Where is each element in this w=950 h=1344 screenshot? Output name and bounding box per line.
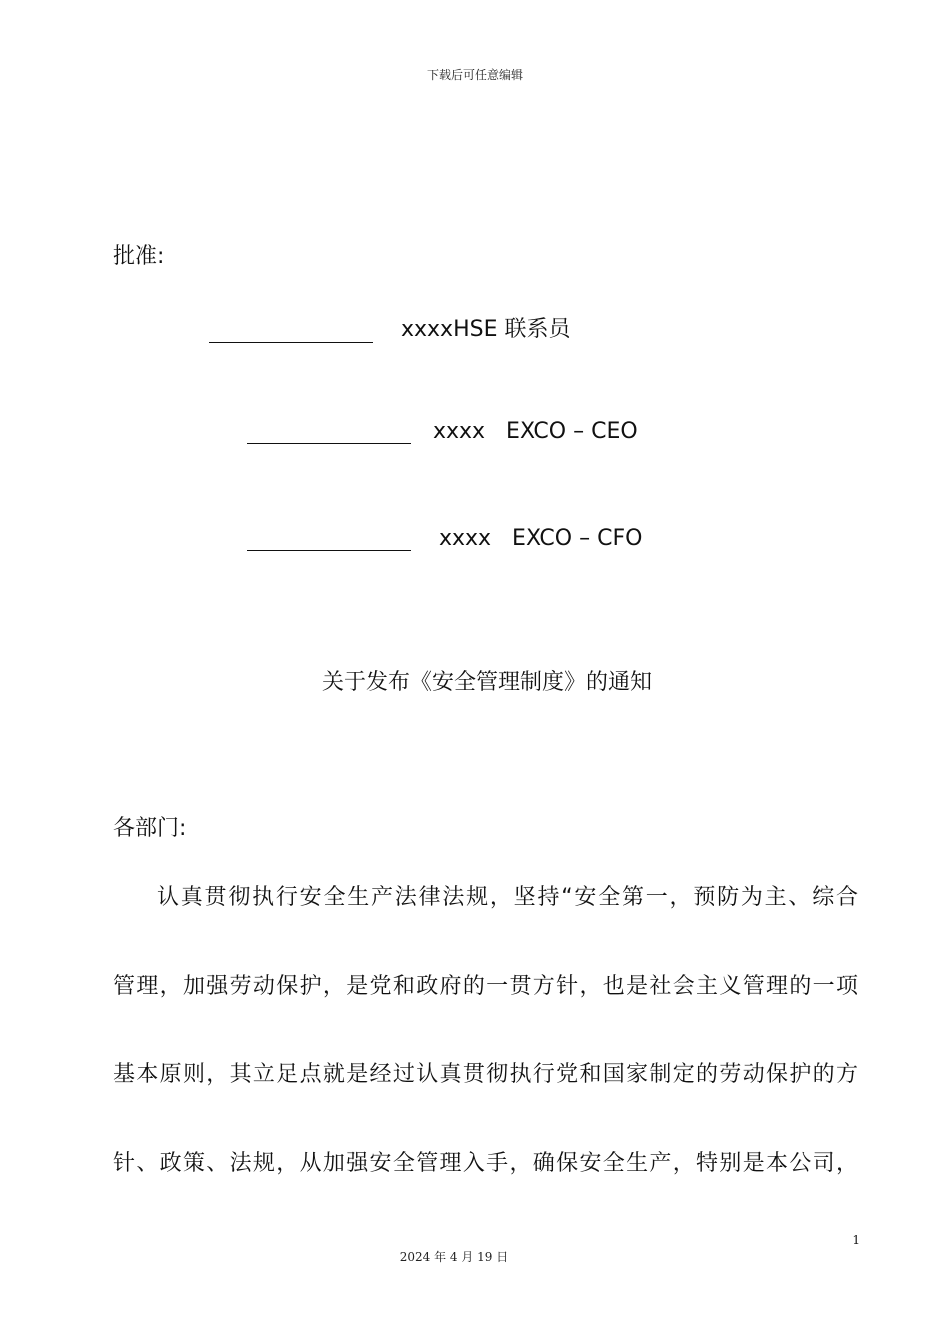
signature-line-ceo bbox=[247, 419, 638, 444]
signatory-role: xxxx EXCO – CFO bbox=[439, 526, 643, 551]
body-line: 针、政策、法规，从加强安全管理入手，确保安全生产，特别是本公司， bbox=[113, 1150, 858, 1176]
signatory-role: xxxxHSE 联系员 bbox=[401, 317, 571, 342]
body-line: 管理，加强劳动保护，是党和政府的一贯方针，也是社会主义管理的一项 bbox=[113, 973, 858, 999]
salutation: 各部门: bbox=[113, 816, 187, 841]
footer-date: 2024 年 4 月 19 日 bbox=[399, 1250, 509, 1264]
signature-blank bbox=[247, 421, 411, 444]
page-number: 1 bbox=[852, 1233, 860, 1247]
notice-body bbox=[113, 883, 858, 1237]
approval-label: 批准: bbox=[113, 244, 165, 269]
header-note: 下载后可任意编辑 bbox=[426, 68, 523, 82]
body-line: 认真贯彻执行安全生产法律法规，坚持“安全第一，预防为主、综合 bbox=[157, 885, 858, 910]
signature-blank bbox=[209, 320, 373, 343]
signatory-role: xxxx EXCO – CEO bbox=[433, 419, 638, 444]
signature-line-cfo bbox=[247, 526, 642, 551]
notice-title: 关于发布《安全管理制度》的通知 bbox=[321, 670, 652, 695]
body-line: 基本原则，其立足点就是经过认真贯彻执行党和国家制定的劳动保护的方 bbox=[113, 1062, 858, 1087]
signature-blank bbox=[247, 528, 411, 551]
signature-line-hse bbox=[209, 312, 570, 343]
